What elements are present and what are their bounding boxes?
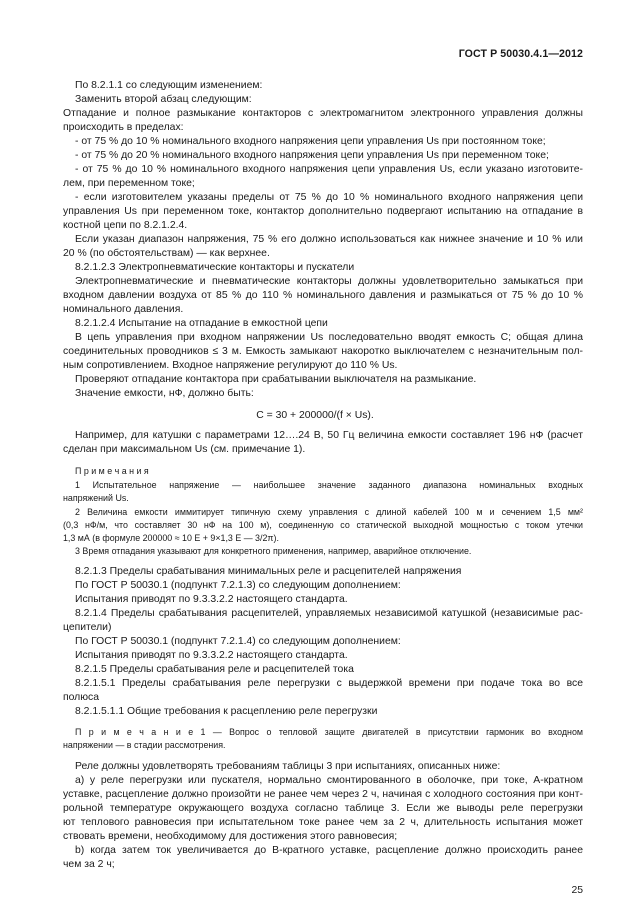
- text-line: полюса: [63, 692, 100, 703]
- text-line: уставке, расцепление должно произойти не ранее чем через 2 ч, начиная с холодного состояния при конт-: [63, 789, 583, 800]
- text-line: ют теплового равновесия при испытательном токе ранее чем за 2 ч, длительность испытания может: [63, 817, 583, 828]
- text-line: 8.2.1.5 Пределы срабатывания реле и расцепителей тока: [75, 664, 354, 675]
- text-line: 20 % (по обстоятельствам) — как верхнее.: [63, 248, 270, 259]
- text-line: чем за 2 ч;: [63, 859, 115, 870]
- text-line: ным сопротивлением. Входное напряжение регулируют до 110 % Us.: [63, 360, 398, 371]
- text-line: Проверяют отпадание контактора при срабатывании выключателя на размыкание.: [75, 374, 477, 385]
- text-line: напряжений Us.: [63, 493, 129, 503]
- text-line: напряжении — в стадии рассмотрения.: [63, 740, 226, 750]
- text-line: лем, при переменном токе;: [63, 178, 195, 189]
- text-line: 8.2.1.2.4 Испытание на отпадание в емкостной цепи: [75, 318, 328, 329]
- text-line: По ГОСТ Р 50030.1 (подпункт 7.2.1.4) со следующим дополнением:: [75, 636, 401, 647]
- text-line: 3 Время отпадания указывают для конкретного применения, например, аварийное отключение.: [75, 546, 472, 556]
- text-line: сделан при максимальном Us (см. примечание 1).: [63, 444, 306, 455]
- text-line: ствовать времени, необходимому для достижения этого равновесия;: [63, 831, 398, 842]
- text-line: П р и м е ч а н и я: [75, 466, 149, 476]
- text-line: 8.2.1.5.1 Пределы срабатывания реле перегрузки с выдержкой времени при подаче тока во все: [75, 678, 583, 689]
- text-line: (0,3 нФ/м, что составляет 30 нФ на 100 м), соединенную со статической выходной мощностью с током утечки: [63, 520, 583, 530]
- text-line: По 8.2.1.1 со следующим изменением:: [75, 80, 263, 91]
- text-line: Электропневматические и пневматические контакторы должны удовлетворительно замыкаться при: [75, 276, 583, 287]
- text-line: соединительных проводников ≤ 3 м. Емкость замыкают накоротко выключателем с незначительным пол-: [63, 346, 583, 357]
- text-line: 8.2.1.2.3 Электропневматические контакторы и пускатели: [75, 262, 355, 273]
- text-line: цепители): [63, 622, 112, 633]
- text-line: 1,3 мА (в формуле 200000 ≈ 10 E + 9×1,3 E — 3/2π).: [63, 533, 279, 543]
- text-line: 8.2.1.3 Пределы срабатывания минимальных реле и расцепителей напряжения: [75, 566, 462, 577]
- text-line: 2 Величина емкости иммитирует типичную схему управления с длиной кабелей 100 м и сечением 1,5 мм²: [75, 507, 583, 517]
- text-line: - от 75 % до 10 % номинального входного напряжения цепи управления Us, если указано изготовите-: [75, 164, 583, 175]
- text-line: 8.2.1.4 Пределы срабатывания расцепителей, управляемых независимой катушкой (независимые рас-: [75, 608, 583, 619]
- text-line: Если указан диапазон напряжения, 75 % его должно использоваться как нижнее значение и 10 % или: [75, 234, 583, 245]
- text-line: Отпадание и полное размыкание контакторов с электромагнитом электронного управления должны: [63, 108, 583, 119]
- page-number: 25: [571, 885, 583, 896]
- text-line: - от 75 % до 10 % номинального входного напряжения цепи управления Us при постоянном токе;: [75, 136, 546, 147]
- text-line: Заменить второй абзац следующим:: [75, 94, 252, 105]
- text-line: Значение емкости, нФ, должно быть:: [75, 388, 254, 399]
- text-line: - от 75 % до 20 % номинального входного напряжения цепи управления Us при переменном токе;: [75, 150, 549, 161]
- text-line: Например, для катушки с параметрами 12….24 В, 50 Гц величина емкости составляет 196 нФ (расчет: [75, 430, 583, 441]
- text-line: а) у реле перегрузки или пускателя, нормально смонтированного в оболочке, при токе, A-кратном: [75, 775, 583, 786]
- text-line: костной цепи по 8.2.1.2.4.: [63, 220, 188, 231]
- text-line: происходить в пределах:: [63, 122, 184, 133]
- text-line: Испытания приводят по 9.3.3.2.2 настоящего стандарта.: [75, 594, 348, 605]
- text-line: входном давлении воздуха от 85 % до 110 % номинального давления и размыкаться от 75 % до 10 %: [63, 290, 583, 301]
- text-line: П р и м е ч а н и е 1 — Вопрос о тепловой защите двигателей в присутствии гармоник во входном: [75, 727, 583, 737]
- text-line: 1 Испытательное напряжение — наибольшее значение заданного диапазона номинальных входных: [75, 480, 583, 490]
- text-line: В цепь управления при входном напряжении Us последовательно вводят емкость С; общая длина: [75, 332, 583, 343]
- text-line: По ГОСТ Р 50030.1 (подпункт 7.2.1.3) со следующим дополнением:: [75, 580, 401, 591]
- text-line: номинального давления.: [63, 304, 184, 315]
- text-line: C = 30 + 200000/(f × Us).: [256, 410, 374, 421]
- text-line: рольной температуре окружающего воздуха согласно таблице 3. Если же выводы реле перегрузки: [63, 803, 583, 814]
- document-code-header: ГОСТ Р 50030.4.1—2012: [458, 48, 583, 60]
- text-line: - если изготовителем указаны пределы от 75 % до 10 % номинального входного напряжения цепи: [75, 192, 583, 203]
- text-line: Испытания приводят по 9.3.3.2.2 настоящего стандарта.: [75, 650, 348, 661]
- text-line: управления Us при переменном токе, контактор дополнительно подвергают испытанию на отпадание в: [63, 206, 583, 217]
- text-line: Реле должны удовлетворять требованиям таблицы 3 при испытаниях, описанных ниже:: [75, 761, 501, 772]
- text-line: b) когда затем ток увеличивается до B-кратного уставке, расцепление должно происходить ранее: [75, 845, 583, 856]
- text-line: 8.2.1.5.1.1 Общие требования к расцеплению реле перегрузки: [75, 706, 378, 717]
